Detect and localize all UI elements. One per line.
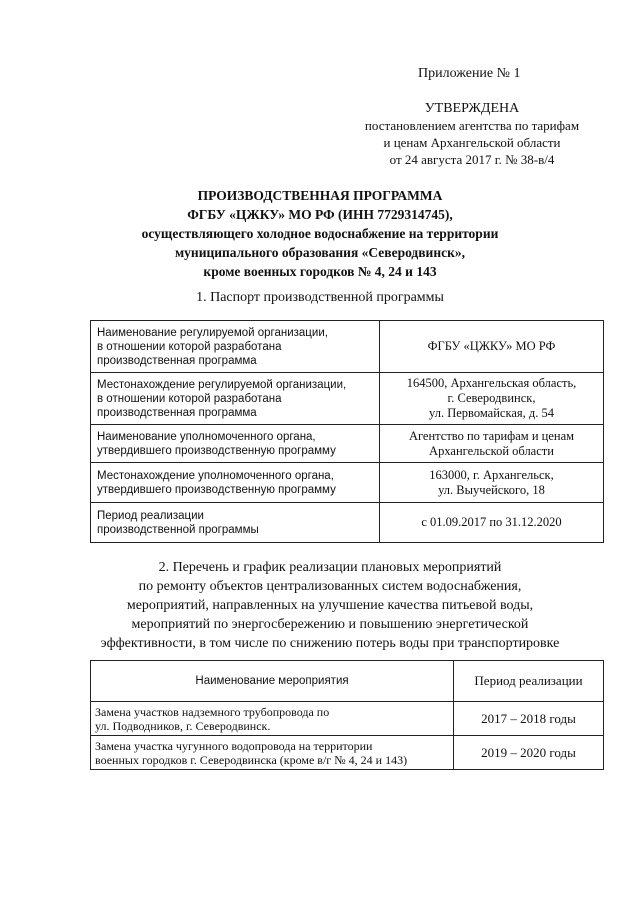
title-line: ФГБУ «ЦЖКУ» МО РФ (ИНН 7729314745), [187, 207, 453, 222]
passport-value [380, 463, 604, 503]
approval-line: от 24 августа 2017 г. № 38-в/4 [389, 152, 555, 167]
events-table [90, 660, 604, 770]
label-line: производственной программы [97, 523, 259, 536]
passport-value [380, 503, 604, 543]
event-period: 2017 – 2018 годы [454, 702, 604, 736]
label-line: в отношении которой разработана [97, 340, 282, 353]
label-line: в отношении которой разработана [97, 392, 282, 405]
value-line: 163000, г. Архангельск, [429, 467, 554, 482]
approval-block [330, 100, 614, 168]
table-header-row [91, 661, 604, 702]
name-line: Замена участков надземного трубопровода по [95, 704, 330, 719]
event-name [91, 736, 454, 770]
passport-label [91, 321, 380, 373]
column-header-name: Наименование мероприятия [91, 661, 454, 702]
value-line: ФГБУ «ЦЖКУ» МО РФ [427, 339, 556, 353]
heading-line: мероприятий, направленных на улучшение качества питьевой воды, [126, 598, 534, 613]
label-line: Местонахождение регулируемой организации, [97, 378, 347, 391]
value-line: ул. Первомайская, д. 54 [429, 406, 554, 420]
value-line: Агентство по тарифам и ценам [408, 428, 575, 443]
title-line: ПРОИЗВОДСТВЕННАЯ ПРОГРАММА [197, 188, 443, 203]
name-line: Замена участка чугунного водопровода на территории [95, 738, 373, 753]
approval-head: УТВЕРЖДЕНА [424, 101, 520, 116]
label-line: Наименование регулируемой организации, [97, 326, 328, 339]
heading-line: по ремонту объектов централизованных систем водоснабжения, [138, 579, 522, 594]
passport-value [380, 373, 604, 425]
title-line: осуществляющего холодное водоснабжение на территории [141, 226, 499, 241]
label-line: Период реализации [97, 509, 204, 522]
approval-line: постановлением агентства по тарифам [364, 118, 580, 133]
heading-line: 2. Перечень и график реализации плановых мероприятий [158, 560, 502, 575]
passport-table [90, 320, 604, 543]
column-header-period: Период реализации [454, 661, 604, 702]
passport-label [91, 373, 380, 425]
label-line: производственная программа [97, 354, 257, 367]
appendix-label: Приложение № 1 [418, 66, 521, 81]
table-row [91, 503, 604, 543]
table-row [91, 321, 604, 373]
heading-line: мероприятий по энергосбережению и повышению энергетической [131, 617, 529, 632]
section2-heading [60, 558, 600, 653]
label-line: утвердившего производственную программу [97, 444, 336, 457]
passport-label [91, 463, 380, 503]
section1-heading: 1. Паспорт производственной программы [196, 290, 444, 305]
approval-line: и ценам Архангельской области [383, 135, 561, 150]
table-row [91, 425, 604, 463]
table-row [91, 373, 604, 425]
passport-label [91, 425, 380, 463]
label-line: производственная программа [97, 406, 257, 419]
table-row [91, 702, 604, 736]
table-row [91, 463, 604, 503]
label-line: утвердившего производственную программу [97, 483, 336, 496]
table-row [91, 736, 604, 770]
passport-value [380, 425, 604, 463]
name-line: военных городков г. Северодвинска (кроме в/г № 4, 24 и 143) [95, 752, 408, 767]
name-line: ул. Подводников, г. Северодвинск. [95, 718, 271, 733]
value-line: г. Северодвинск, [447, 391, 536, 405]
value-line: Архангельской области [429, 443, 554, 458]
passport-value [380, 321, 604, 373]
event-period: 2019 – 2020 годы [454, 736, 604, 770]
value-line: с 01.09.2017 по 31.12.2020 [421, 515, 562, 529]
event-name [91, 702, 454, 736]
value-line: ул. Выучейского, 18 [438, 482, 545, 497]
value-line: 164500, Архангельская область, [406, 376, 577, 390]
label-line: Наименование уполномоченного органа, [97, 430, 316, 443]
title-line: кроме военных городков № 4, 24 и 143 [203, 264, 437, 279]
document-title [60, 186, 580, 281]
heading-line: эффективности, в том числе по снижению потерь воды при транспортировке [100, 636, 560, 651]
title-line: муниципального образования «Северодвинск», [174, 245, 466, 260]
passport-label [91, 503, 380, 543]
label-line: Местонахождение уполномоченного органа, [97, 469, 334, 482]
